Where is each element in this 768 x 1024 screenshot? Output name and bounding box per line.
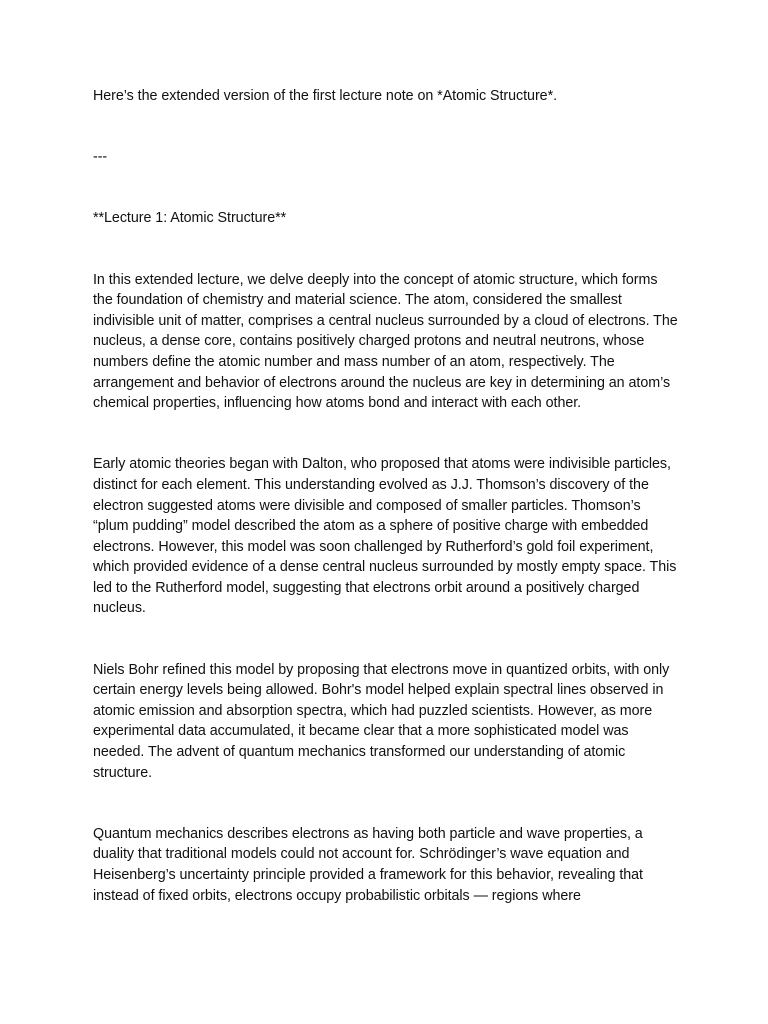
separator-line: ---	[93, 149, 108, 166]
paragraph-3: Niels Bohr refined this model by proposing that electrons move in quantized orbits, with only certain energy levels being allowed. Bohr's model helped explain spectral lines observed in atomic emission and absorption spectra, which had puzzled scientists. However, as more experimental data accumulated, it became clear that a more sophisticated model was needed. The advent of quantum mechanics transformed our understanding of atomic structure.	[93, 661, 670, 781]
lecture-title: **Lecture 1: Atomic Structure**	[93, 210, 287, 227]
paragraph-4: Quantum mechanics describes electrons as having both particle and wave properties, a duality that traditional models could not account for. Schrödinger’s wave equation and Heisenberg’s uncertainty principle provided a framework for this behavior, revealing that instead of fixed orbits, electrons occupy probabilistic orbitals — regions where	[93, 825, 643, 904]
paragraph-2: Early atomic theories began with Dalton, who proposed that atoms were indivisible particles, distinct for each element. This understanding evolved as J.J. Thomson’s discovery of the electron suggested atoms were divisible and composed of smaller particles. Thomson’s “plum pudding” model described the atom as a sphere of positive charge with embedded electrons. However, this model was soon challenged by Rutherford’s gold foil experiment, which provided evidence of a dense central nucleus surrounded by mostly empty space. This led to the Rutherford model, suggesting that electrons orbit around a positively charged nucleus.	[93, 456, 677, 617]
paragraph-1: In this extended lecture, we delve deeply into the concept of atomic structure, which forms the foundation of chemistry and material science. The atom, considered the smallest indivisible unit of matter, comprises a central nucleus surrounded by a cloud of electrons. The nucleus, a dense core, contains positively charged protons and neutral neutrons, whose numbers define the atomic number and mass number of an atom, respectively. The arrangement and behavior of electrons around the nucleus are key in determining an atom’s chemical properties, influencing how atoms bond and interact with each other.	[93, 271, 678, 412]
intro-text: Here’s the extended version of the first lecture note on *Atomic Structure*.	[93, 88, 558, 104]
document-page	[93, 86, 678, 906]
